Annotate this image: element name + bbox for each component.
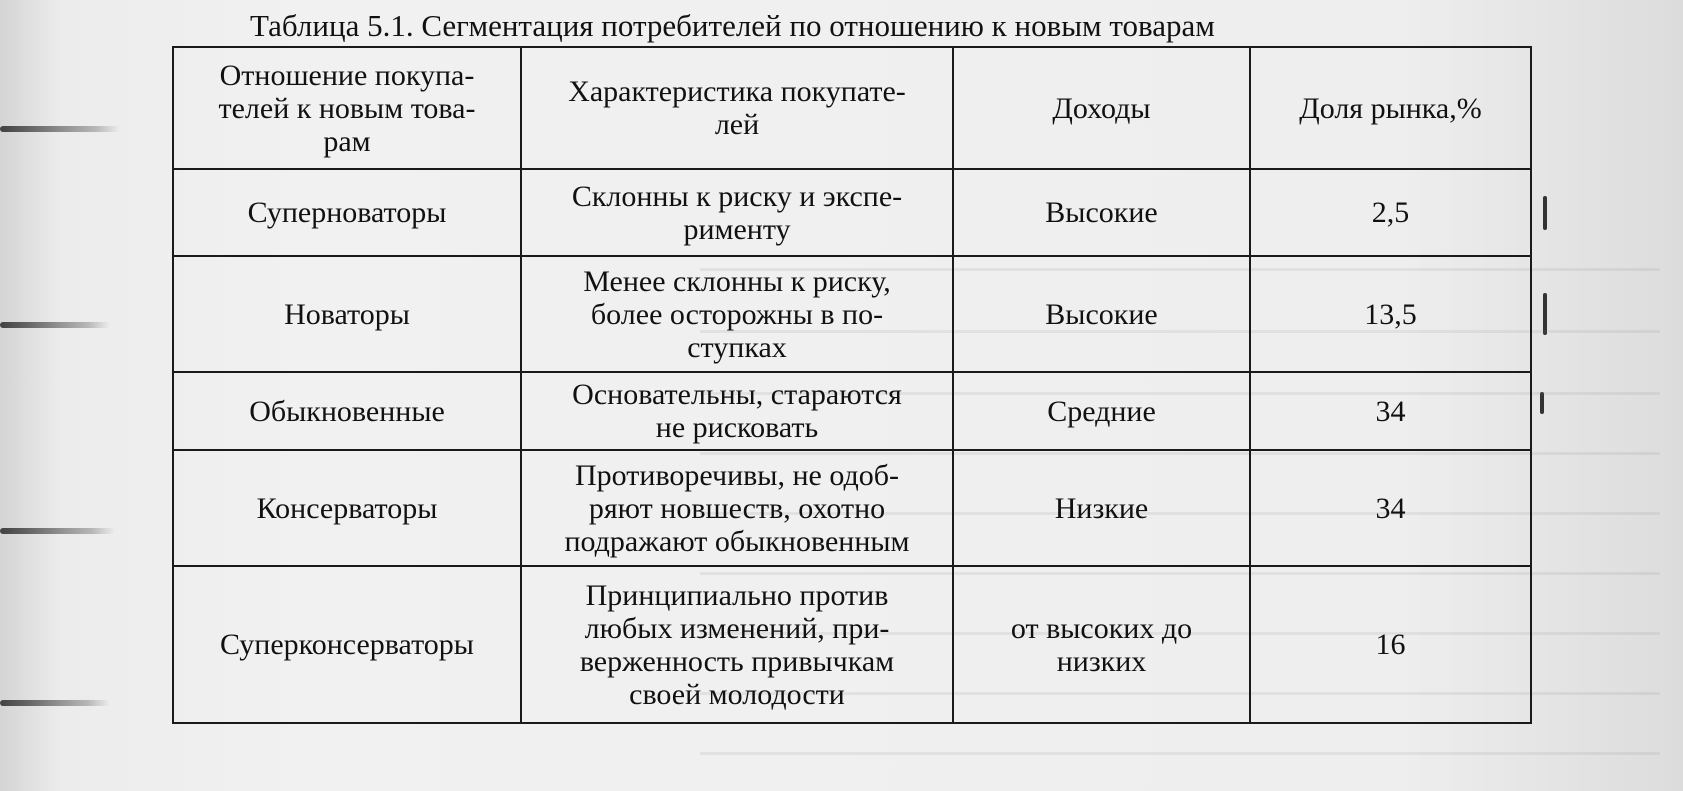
cell-attitude: Консерваторы — [173, 450, 521, 566]
margin-mark — [1543, 293, 1547, 335]
table-row — [173, 256, 1531, 372]
cell-attitude: Суперконсерваторы — [173, 566, 521, 723]
margin-mark — [1540, 392, 1544, 414]
cell-income: Средние — [953, 372, 1250, 450]
header-income: Доходы — [953, 47, 1250, 169]
margin-mark — [1543, 196, 1547, 230]
table-row — [173, 450, 1531, 566]
cell-income: Высокие — [953, 256, 1250, 372]
bleed-through-line — [700, 752, 1660, 755]
cell-market-share: 16 — [1250, 566, 1531, 723]
cell-income: от высоких до низких — [953, 566, 1250, 723]
cell-characteristic: Основательны, стараются не рисковать — [521, 372, 953, 450]
cell-income: Низкие — [953, 450, 1250, 566]
cell-characteristic: Противоречивы, не одоб- ряют новшеств, охотно подражают обыкновенным — [521, 450, 953, 566]
header-characteristic: Характеристика покупате- лей — [521, 47, 953, 169]
cell-income: Высокие — [953, 169, 1250, 256]
cell-market-share: 13,5 — [1250, 256, 1531, 372]
cell-attitude: Обыкновенные — [173, 372, 521, 450]
scan-mark — [0, 528, 115, 534]
header-attitude: Отношение покупа- телей к новым това- рам — [173, 47, 521, 169]
cell-market-share: 34 — [1250, 450, 1531, 566]
cell-characteristic: Менее склонны к риску, более осторожны в по- ступках — [521, 256, 953, 372]
cell-attitude: Суперноваторы — [173, 169, 521, 256]
header-market-share: Доля рынка,% — [1250, 47, 1531, 169]
cell-characteristic: Склонны к риску и экспе- рименту — [521, 169, 953, 256]
cell-market-share: 2,5 — [1250, 169, 1531, 256]
table-row — [173, 372, 1531, 450]
table-row — [173, 169, 1531, 256]
table-row — [173, 566, 1531, 723]
scan-mark — [0, 126, 120, 132]
cell-attitude: Новаторы — [173, 256, 521, 372]
cell-characteristic: Принципиально против любых изменений, при- верженность привычкам своей молодости — [521, 566, 953, 723]
table-header-row — [173, 47, 1531, 169]
scan-mark — [0, 322, 110, 328]
table-caption: Таблица 5.1. Сегментация потребителей по отношению к новым товарам — [250, 8, 1215, 43]
segmentation-table — [172, 46, 1532, 724]
scan-mark — [0, 700, 110, 706]
cell-market-share: 34 — [1250, 372, 1531, 450]
